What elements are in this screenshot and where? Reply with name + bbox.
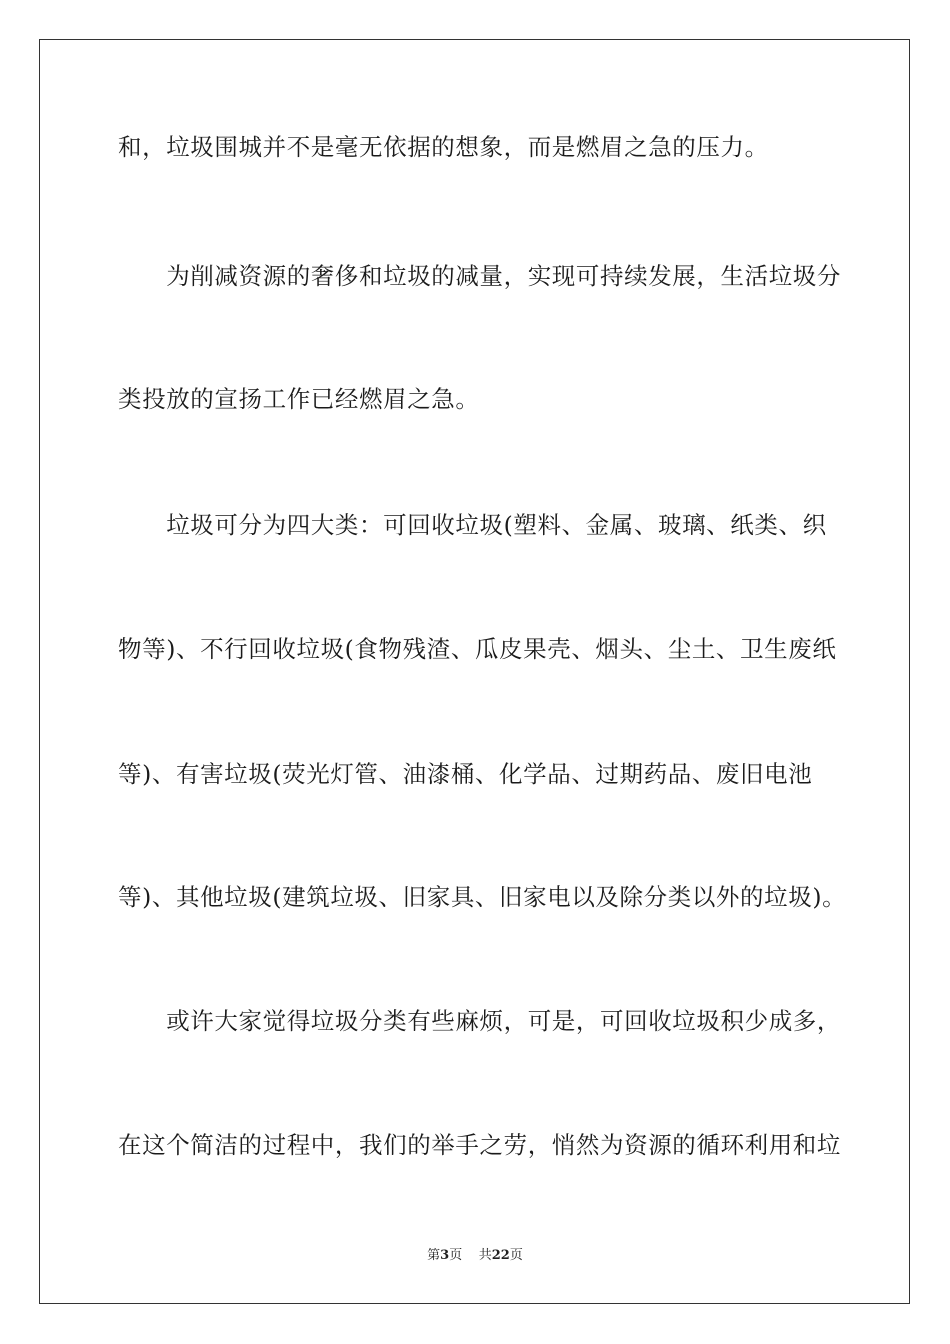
text-line: 等)、有害垃圾(荧光灯管、油漆桶、化学品、过期药品、废旧电池: [118, 760, 813, 788]
total-suffix: 页: [509, 1248, 523, 1263]
total-prefix: 共: [478, 1248, 492, 1263]
total-pages: 22: [491, 1248, 510, 1263]
text-line: 类投放的宣扬工作已经燃眉之急。: [118, 385, 480, 413]
page-border: [39, 39, 910, 1304]
text-line: 物等)、不行回收垃圾(食物残渣、瓜皮果壳、烟头、尘土、卫生废纸: [118, 635, 837, 663]
text-line: 垃圾可分为四大类：可回收垃圾(塑料、金属、玻璃、纸类、织: [118, 511, 827, 539]
text-line: 为削减资源的奢侈和垃圾的减量，实现可持续发展，生活垃圾分: [118, 262, 841, 290]
page-prefix: 第: [427, 1248, 441, 1263]
text-line: 或许大家觉得垃圾分类有些麻烦，可是，可回收垃圾积少成多，: [118, 1007, 841, 1035]
page-number: 3: [440, 1248, 450, 1263]
text-line: 和，垃圾围城并不是毫无依据的想象，而是燃眉之急的压力。: [118, 133, 769, 161]
text-line: 在这个简洁的过程中，我们的举手之劳，悄然为资源的循环利用和垃: [118, 1131, 841, 1159]
page-suffix: 页: [449, 1248, 463, 1263]
text-line: 等)、其他垃圾(建筑垃圾、旧家具、旧家电以及除分类以外的垃圾)。: [118, 883, 847, 911]
page-footer: [0, 1247, 950, 1265]
